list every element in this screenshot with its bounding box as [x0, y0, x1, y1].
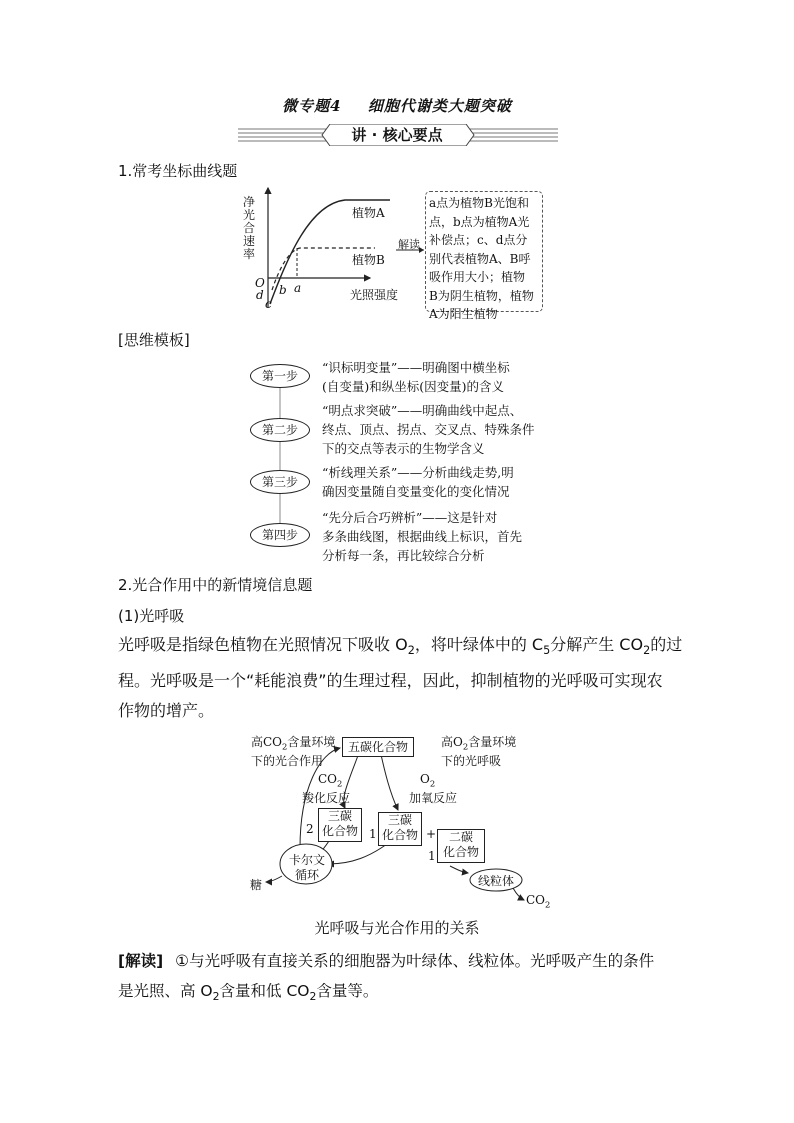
interpretation-line: 是光照、高 $O_2$含量和低 $CO_2$含量等。	[118, 982, 379, 1004]
plus-sign: +	[426, 827, 437, 841]
step-text: 多条曲线图，根据曲线上标识，首先	[322, 529, 523, 544]
step-text: 确因变量随自变量变化的变化情况	[322, 484, 510, 499]
five-carbon-box: 五碳化合物	[342, 737, 414, 757]
oxygenation-label: 加氧反应	[409, 791, 458, 805]
co2-output: $CO_2$	[526, 893, 551, 910]
left-env-label: 高$CO_2$含量环境 下的光合作用	[251, 735, 336, 769]
three-carbon-box-left	[318, 808, 362, 842]
step-text: “识标明变量”——明确图中横坐标	[322, 360, 510, 375]
box-text: 二碳	[448, 830, 473, 844]
box-text: 化合物	[381, 828, 418, 842]
explanation-line: 别代表植物A、B呼	[429, 251, 531, 266]
curve-b-label: 植物B	[352, 253, 385, 267]
explanation-line: 吸作用大小；植物	[429, 270, 526, 284]
arrow-to-mito	[450, 866, 468, 873]
point-c-label: c	[265, 297, 272, 311]
section2-heading: 2.光合作用中的新情境信息题	[118, 576, 313, 594]
section2-subheading: (1)光呼吸	[118, 607, 185, 625]
box-text: 三碳	[327, 809, 352, 823]
arrow-to-sugar	[266, 876, 282, 882]
step-2-desc	[322, 401, 562, 458]
photorespiration-paragraph	[118, 630, 698, 726]
paragraph-line: 光呼吸是指绿色植物在光照情况下吸收 $O_2$，将叶绿体中的 $C_5$分解产生 $CO_2$的过	[118, 635, 683, 658]
point-a-label: a	[294, 281, 302, 295]
coef-2: 2	[306, 822, 314, 836]
mitochondrion-label: 线粒体	[477, 874, 514, 888]
o2-input: $O_2$	[420, 772, 436, 789]
y-axis-label: 净光合速率	[243, 195, 256, 261]
step-text: 终点、顶点、拐点、交叉点、特殊条件	[322, 422, 535, 437]
paragraph-line: 程。光呼吸是一个“耗能浪费”的生理过程，因此，抑制植物的光呼吸可实现农	[118, 671, 663, 691]
page-title	[0, 95, 794, 116]
step-connector	[278, 378, 282, 538]
banner-label: 讲 · 核心要点	[351, 126, 443, 144]
paragraph-line: 作物的增产。	[118, 701, 215, 721]
calvin-cycle-label: 卡尔文 循环	[288, 853, 325, 882]
three-carbon-box-right	[378, 812, 422, 846]
box-text: 化合物	[321, 824, 358, 838]
carboxylation-label: 羧化反应	[302, 791, 351, 805]
diagram-caption: 光呼吸与光合作用的关系	[314, 919, 480, 937]
curve-a-label: 植物A	[352, 206, 385, 220]
step-text: “析线理关系”——分析曲线走势,明	[322, 465, 514, 480]
step-text: 分析每一条，再比较综合分析	[322, 548, 485, 563]
template-heading: [思维模板]	[118, 331, 190, 349]
step-3-desc	[322, 463, 562, 501]
topic-number: 微专题4	[282, 97, 342, 115]
step-text: (自变量)和纵坐标(因变量)的含义	[322, 379, 505, 394]
arrow-oxygenation	[380, 750, 398, 810]
step-4-badge: 第四步	[250, 523, 310, 547]
step-1-badge: 第一步	[250, 364, 310, 388]
topic-title: 细胞代谢类大题突破	[367, 97, 512, 115]
sugar-label: 糖	[250, 878, 263, 892]
origin-label: O	[255, 276, 265, 290]
point-d-label: d	[256, 288, 264, 302]
step-text: “先分后合巧辨析”——这是针对	[322, 510, 498, 525]
two-carbon-box	[437, 829, 485, 863]
explanation-line: 点，b点为植物A光	[429, 214, 530, 229]
explanation-line: A为阳生植物	[429, 307, 498, 321]
x-axis-label: 光照强度	[350, 288, 399, 302]
graph-explanation	[425, 191, 543, 321]
step-text: “明点求突破”——明确曲线中起点、	[322, 403, 523, 418]
step-4-desc	[322, 508, 562, 565]
interpretation-block	[118, 946, 698, 1012]
explanation-line: B为阴生植物，植物	[429, 288, 534, 303]
co2-input: $CO_2$	[318, 772, 343, 789]
section1-heading: 1.常考坐标曲线题	[118, 162, 238, 180]
box-text: 三碳	[387, 813, 412, 827]
step-3-badge: 第三步	[250, 470, 310, 494]
right-env-label: 高$O_2$含量环境 下的光呼吸	[441, 735, 517, 769]
box-text: 化合物	[442, 845, 479, 859]
step-1-desc	[322, 358, 562, 396]
explanation-line: 补偿点；c、d点分	[429, 233, 528, 247]
interpretation-tag: [解读]	[118, 952, 164, 970]
coef-1b: 1	[428, 849, 436, 863]
interpret-label: 解读	[398, 238, 420, 251]
interpretation-line: [解读] ①与光呼吸有直接关系的细胞器为叶绿体、线粒体。光呼吸产生的条件	[118, 952, 655, 970]
point-b-label: b	[279, 283, 287, 297]
step-text: 下的交点等表示的生物学含义	[322, 441, 485, 456]
coef-1a: 1	[369, 827, 377, 841]
step-2-badge: 第二步	[250, 418, 310, 442]
explanation-line: a点为植物B光饱和	[429, 196, 529, 210]
